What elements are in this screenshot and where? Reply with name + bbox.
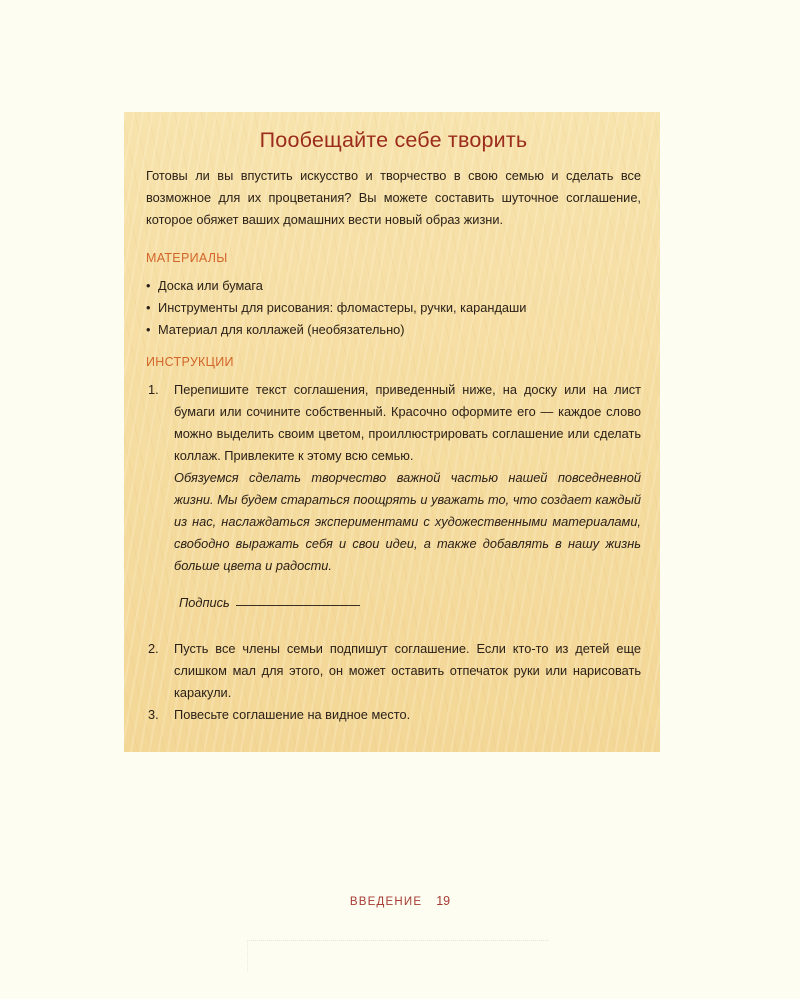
step-text: Пусть все члены семьи подпишут соглашение. Если кто-то из детей еще слишком мал для этого, он может оставить отпечаток руки или нарисовать каракули. — [174, 641, 641, 700]
signature-blank — [236, 605, 360, 606]
panel-title: Пообещайте себе творить — [259, 128, 528, 152]
step-item — [146, 379, 641, 614]
material-text: Доска или бумага — [158, 278, 263, 293]
page-number: 19 — [436, 894, 451, 908]
list-item — [146, 319, 641, 341]
material-text: Материал для коллажей (необязательно) — [158, 322, 405, 337]
material-text: Инструменты для рисования: фломастеры, ручки, карандаши — [158, 300, 527, 315]
step-text: Перепишите текст соглашения, приведенный ниже, на доску или на лист бумаги или сочините собственный. Красочно оформите его — каждое слово можно выделить своим цветом, проиллюстрировать соглашение или сделать коллаж. Привлеките к этому всю семью. — [174, 382, 641, 463]
materials-heading: МАТЕРИАЛЫ — [146, 251, 228, 265]
intro-paragraph: Готовы ли вы впустить искусство и творчество в свою семью и сделать все возможное для их процветания? Вы можете составить шуточное соглашение, которое обяжет ваших домашних вести новый образ жизни. — [146, 168, 641, 227]
scan-edge-decoration — [247, 940, 548, 971]
activity-panel — [124, 112, 660, 752]
bullet-icon: • — [146, 300, 151, 315]
instructions-list — [146, 379, 641, 726]
bullet-icon: • — [146, 278, 151, 293]
bullet-icon: • — [146, 322, 151, 337]
agreement-text: Обязуемся сделать творчество важной частью нашей повседневной жизни. Мы будем стараться поощрять и уважать то, что создает каждый из нас, наслаждаться экспериментами с художественными материалами, свободно выражать себя и свои идеи, а также добавлять в нашу жизнь больше цвета и радости. — [174, 470, 641, 573]
materials-list — [146, 275, 641, 341]
step-number: 3. — [148, 707, 159, 722]
signature-line — [174, 592, 641, 614]
footer-section: ВВЕДЕНИЕ — [349, 896, 423, 908]
list-item — [146, 297, 641, 319]
list-item — [146, 275, 641, 297]
page-footer — [0, 894, 800, 908]
step-number: 2. — [148, 641, 159, 656]
step-item — [146, 638, 641, 704]
step-item — [146, 704, 641, 726]
step-number: 1. — [148, 382, 159, 397]
step-text: Повесьте соглашение на видное место. — [174, 707, 411, 722]
instructions-heading: ИНСТРУКЦИИ — [146, 355, 234, 369]
signature-label: Подпись — [179, 595, 230, 610]
